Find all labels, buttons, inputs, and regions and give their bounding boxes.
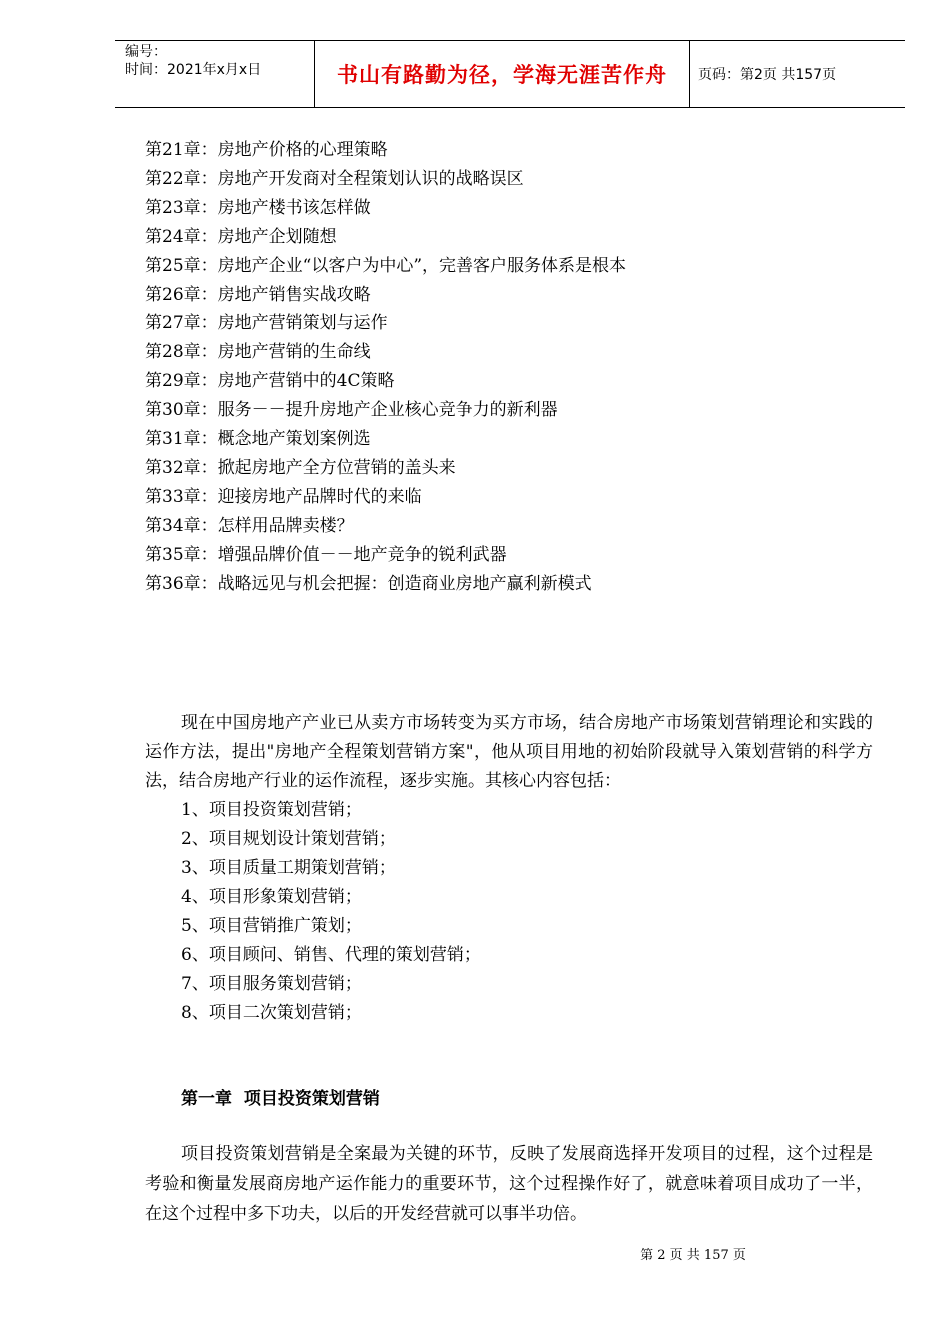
toc-item: 第29章：房地产营销中的4C策略	[145, 371, 395, 392]
toc-item: 第28章：房地产营销的生命线	[145, 342, 371, 363]
list-item: 7、项目服务策划营销；	[181, 974, 362, 994]
toc-item: 第30章：服务－－提升房地产企业核心竞争力的新利器	[145, 400, 558, 421]
toc-item: 第23章：房地产楼书该怎样做	[145, 197, 371, 218]
toc-item: 第35章：增强品牌价值－－地产竞争的锐利武器	[145, 544, 507, 565]
toc-item: 第33章：迎接房地产品牌时代的来临	[145, 486, 422, 507]
toc-item: 第36章：战略远见与机会把握：创造商业房地产赢利新模式	[145, 573, 592, 594]
toc-item: 第26章：房地产销售实战攻略	[145, 284, 371, 305]
toc-item: 第25章：房地产企业“以客户为中心”，完善客户服务体系是根本	[145, 255, 627, 276]
list-item: 3、项目质量工期策划营销；	[181, 858, 396, 878]
table-of-contents	[145, 136, 626, 599]
toc-item: 第27章：房地产营销策划与运作	[145, 313, 388, 334]
list-item: 8、项目二次策划营销；	[181, 1003, 362, 1023]
header-meta	[115, 41, 315, 107]
page-header	[115, 40, 905, 108]
toc-item: 第31章：概念地产策划案例选	[145, 429, 371, 450]
list-item: 2、项目规划设计策划营销；	[181, 829, 396, 849]
core-content-list	[181, 796, 481, 1028]
header-motto-cell	[315, 41, 690, 107]
toc-item: 第32章：掀起房地产全方位营销的盖头来	[145, 457, 456, 478]
toc-item: 第34章：怎样用品牌卖楼？	[145, 515, 354, 536]
header-number-label: 编号：	[125, 44, 167, 60]
toc-item: 第24章：房地产企划随想	[145, 226, 337, 247]
toc-item: 第21章：房地产价格的心理策略	[145, 140, 388, 160]
intro-paragraph: 现在中国房地产产业已从卖方市场转变为买方市场，结合房地产市场策划营销理论和实践的运作方法，提出"房地产全程策划营销方案"，他从项目用地的初始阶段就导入策划营销的科学方法，结合房地产行业的运作流程，逐步实施。其核心内容包括：	[145, 713, 873, 791]
chapter-body: 项目投资策划营销是全案最为关键的环节，反映了发展商选择开发项目的过程，这个过程是考验和衡量发展商房地产运作能力的重要环节，这个过程操作好了，就意味着项目成功了一半，在这个过程中多下功夫，以后的开发经营就可以事半功倍。	[145, 1144, 873, 1224]
chapter-title: 第一章 项目投资策划营销	[181, 1089, 380, 1109]
header-time-label: 时间：2021年x月x日	[125, 62, 262, 78]
list-item: 4、项目形象策划营销；	[181, 887, 362, 907]
header-page-cell	[690, 41, 905, 107]
header-motto: 书山有路勤为径，学海无涯苦作舟	[337, 63, 667, 87]
list-item: 6、项目顾问、销售、代理的策划营销；	[181, 945, 481, 965]
page-footer: 第 2 页 共 157 页	[640, 1248, 746, 1263]
list-item: 1、项目投资策划营销；	[181, 800, 362, 820]
toc-item: 第22章：房地产开发商对全程策划认识的战略误区	[145, 168, 524, 189]
header-page-label: 页码：第2页 共157页	[698, 67, 837, 83]
list-item: 5、项目营销推广策划；	[181, 916, 362, 936]
